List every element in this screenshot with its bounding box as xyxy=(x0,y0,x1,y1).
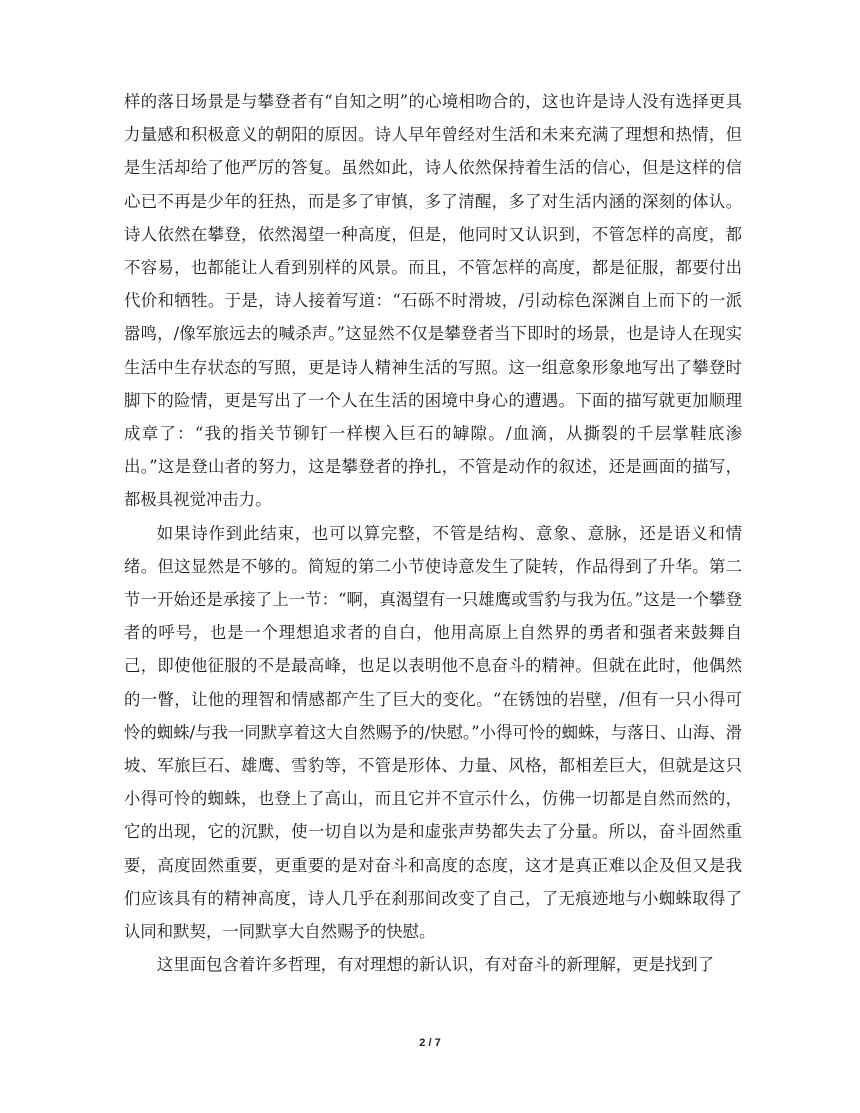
body-text xyxy=(124,85,742,981)
paragraph-1: 样的落日场景是与攀登者有“自知之明”的心境相吻合的，这也许是诗人没有选择更具力量感和积极意义的朝阳的原因。诗人早年曾经对生活和未来充满了理想和热情，但是生活却给了他严厉的答复。虽然如此，诗人依然保持着生活的信心，但是这样的信心已不再是少年的狂热，而是多了审慎，多了清醒，多了对生活内涵的深刻的体认。诗人依然在攀登，依然渴望一种高度，但是，他同时又认识到，不管怎样的高度，都不容易，也都能让人看到别样的风景。而且，不管怎样的高度，都是征服，都要付出代价和牺牲。于是，诗人接着写道：“石砾不时滑坡，/引动棕色深渊自上而下的一派嚣鸣，/像军旅远去的喊杀声。”这显然不仅是攀登者当下即时的场景，也是诗人在现实生活中生存状态的写照，更是诗人精神生活的写照。这一组意象形象地写出了攀登时脚下的险情，更是写出了一个人在生活的困境中身心的遭遇。下面的描写就更加顺理成章了：“我的指关节铆钉一样楔入巨石的罅隙。/血滴，从撕裂的千层掌鞋底渗出。”这是登山者的努力，这是攀登者的挣扎，不管是动作的叙述，还是画面的描写，都极具视觉冲击力。 xyxy=(124,92,742,510)
page-number: 2 / 7 xyxy=(419,1037,441,1049)
paragraph-2: 如果诗作到此结束，也可以算完整，不管是结构、意象、意脉，还是语义和情绪。但这显然是不够的。简短的第二小节使诗意发生了陡转，作品得到了升华。第二节一开始还是承接了上一节：“啊，真渴望有一只雄鹰或雪豹与我为伍。”这是一个攀登者的呼号，也是一个理想追求者的自白，他用高原上自然界的勇者和强者来鼓舞自己，即使他征服的不是最高峰，也足以表明他不息奋斗的精神。但就在此时，他偶然的一瞥，让他的理智和情感都产生了巨大的变化。“在锈蚀的岩壁，/但有一只小得可怜的蜘蛛/与我一同默享着这大自然赐予的/快慰。”小得可怜的蜘蛛，与落日、山海、滑坡、军旅巨石、雄鹰、雪豹等，不管是形体、力量、风格，都相差巨大，但就是这只小得可怜的蜘蛛，也登上了高山，而且它并不宣示什么，仿佛一切都是自然而然的，它的出现，它的沉默，使一切自以为是和虚张声势都失去了分量。所以，奋斗固然重要，高度固然重要，更重要的是对奋斗和高度的态度，这才是真正难以企及但又是我们应该具有的精神高度，诗人几乎在刹那间改变了自己，了无痕迹地与小蜘蛛取得了认同和默契，一同默享大自然赐予的快慰。 xyxy=(124,523,742,942)
paragraph-3: 这里面包含着许多哲理，有对理想的新认识，有对奋斗的新理解，更是找到了 xyxy=(156,955,715,975)
